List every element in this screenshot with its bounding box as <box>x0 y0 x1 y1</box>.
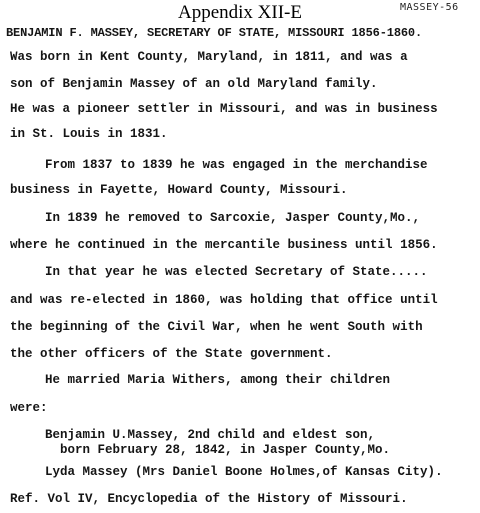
body-line: In 1839 he removed to Sarcoxie, Jasper County,Mo., <box>45 211 421 225</box>
body-line: From 1837 to 1839 he was engaged in the merchandise <box>45 158 428 172</box>
body-line: were: <box>10 401 48 415</box>
body-line: He was a pioneer settler in Missouri, and was in business <box>10 102 438 116</box>
body-line: and was re-elected in 1860, was holding that office until <box>10 293 438 307</box>
document-heading: BENJAMIN F. MASSEY, SECRETARY OF STATE, MISSOURI 1856-1860. <box>6 26 423 40</box>
appendix-title: Appendix XII-E <box>178 2 302 23</box>
body-line: He married Maria Withers, among their children <box>45 373 391 387</box>
child-entry-line: Lyda Massey (Mrs Daniel Boone Holmes,of Kansas City). <box>45 465 443 479</box>
body-line: son of Benjamin Massey of an old Maryland family. <box>10 77 378 91</box>
body-line: business in Fayette, Howard County, Missouri. <box>10 183 348 197</box>
child-entry-line: Benjamin U.Massey, 2nd child and eldest son, <box>45 428 376 442</box>
handwritten-margin-note: MASSEY-56 <box>400 2 459 13</box>
body-line: Was born in Kent County, Maryland, in 1811, and was a <box>10 50 408 64</box>
body-line: the beginning of the Civil War, when he went South with <box>10 320 423 334</box>
reference-line: Ref. Vol IV, Encyclopedia of the History of Missouri. <box>10 492 408 506</box>
body-line: In that year he was elected Secretary of State..... <box>45 265 428 279</box>
body-line: the other officers of the State government. <box>10 347 333 361</box>
body-line: where he continued in the mercantile business until 1856. <box>10 238 438 252</box>
body-line: in St. Louis in 1831. <box>10 127 168 141</box>
child-entry-line: born February 28, 1842, in Jasper County,Mo. <box>60 443 391 457</box>
